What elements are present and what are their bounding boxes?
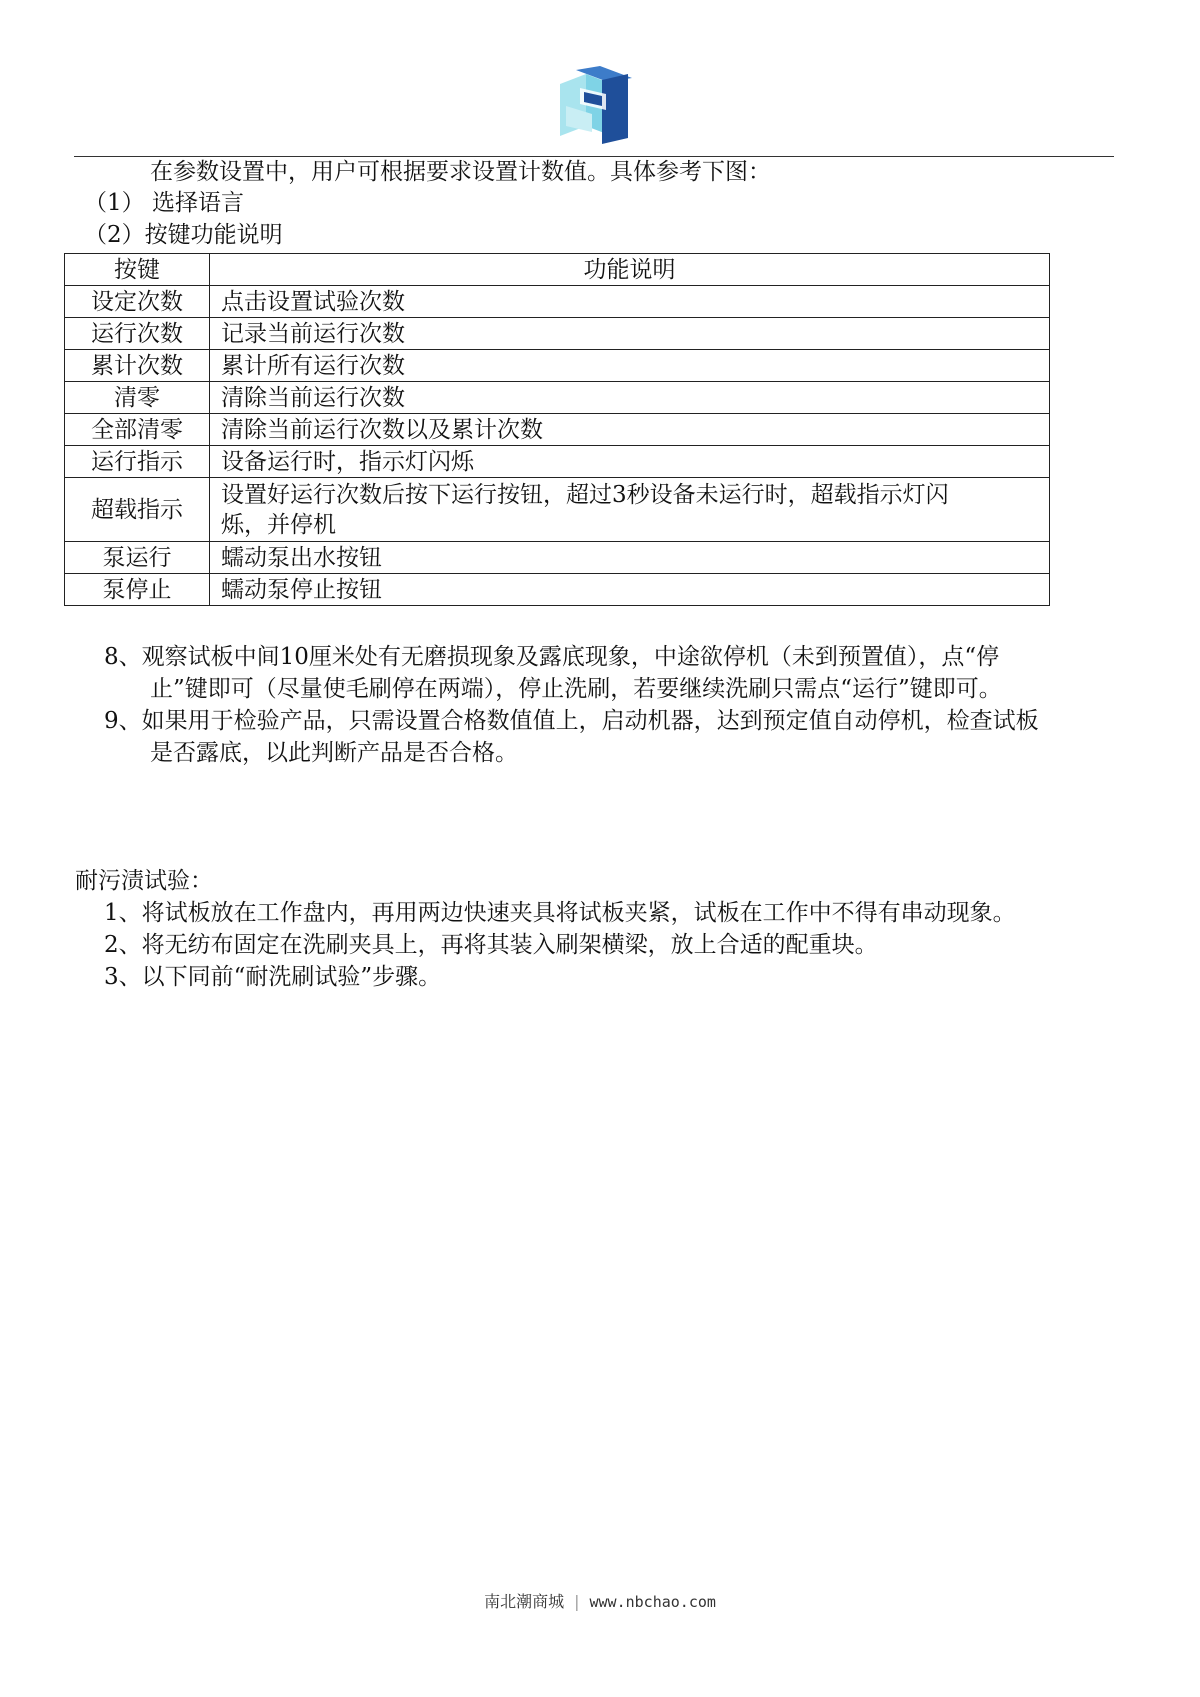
key-cell: 运行指示: [65, 446, 210, 478]
item-line: 止”键即可（尽量使毛刷停在两端），停止洗刷，若要继续洗刷只需点“运行”键即可。: [150, 676, 1002, 702]
desc-cell: 累计所有运行次数: [210, 350, 1050, 382]
table-row: [65, 446, 1050, 478]
key-cell: 全部清零: [65, 414, 210, 446]
key-cell: 超载指示: [65, 478, 210, 542]
table-row: [65, 350, 1050, 382]
desc-cell: [210, 478, 1050, 542]
intro-text: 在参数设置中，用户可根据要求设置计数值。具体参考下图：: [150, 159, 771, 185]
desc-cell: 清除当前运行次数: [210, 382, 1050, 414]
desc-cell: 清除当前运行次数以及累计次数: [210, 414, 1050, 446]
key-cell: 运行次数: [65, 318, 210, 350]
desc-cell: 蠕动泵出水按钮: [210, 542, 1050, 574]
section-step: 2、将无纺布固定在洗刷夹具上，再将其装入刷架横梁，放上合适的配重块。: [104, 932, 878, 958]
table-row: [65, 382, 1050, 414]
table-row: [65, 318, 1050, 350]
table-row: [65, 542, 1050, 574]
item-9: [104, 705, 1039, 769]
footer-url-link[interactable]: www.nbchao.com: [589, 1593, 716, 1611]
desc-cell: 蠕动泵停止按钮: [210, 574, 1050, 606]
desc-line: 设置好运行次数后按下运行按钮，超过3秒设备未运行时，超载指示灯闪: [221, 481, 949, 508]
desc-cell: 记录当前运行次数: [210, 318, 1050, 350]
step-key-functions: （2）按键功能说明: [84, 222, 283, 248]
key-cell: 累计次数: [65, 350, 210, 382]
item-8: [104, 641, 1002, 705]
desc-cell: 设备运行时，指示灯闪烁: [210, 446, 1050, 478]
desc-cell: 点击设置试验次数: [210, 286, 1050, 318]
step-select-language: （1） 选择语言: [84, 190, 244, 216]
item-line: 8、观察试板中间10厘米处有无磨损现象及露底现象，中途欲停机（未到预置值），点“停: [104, 644, 1000, 670]
section-step: 1、将试板放在工作盘内，再用两边快速夹具将试板夹紧，试板在工作中不得有串动现象。: [104, 900, 1016, 926]
key-cell: 清零: [65, 382, 210, 414]
company-logo-icon: [556, 66, 636, 146]
key-function-table: [64, 253, 1050, 606]
table-row: [65, 574, 1050, 606]
item-line: 是否露底，以此判断产品是否合格。: [150, 740, 518, 766]
header-function: 功能说明: [210, 254, 1050, 286]
footer-site: 南北潮商城: [484, 1592, 565, 1611]
key-cell: 设定次数: [65, 286, 210, 318]
table-row: [65, 478, 1050, 542]
footer-separator: |: [574, 1592, 580, 1611]
table-row: [65, 286, 1050, 318]
header-key: 按键: [65, 254, 210, 286]
key-cell: 泵运行: [65, 542, 210, 574]
section-title: 耐污渍试验：: [75, 868, 213, 894]
footer: [0, 1589, 1200, 1612]
desc-line: 烁，并停机: [221, 511, 336, 538]
table-header-row: [65, 254, 1050, 286]
table-row: [65, 414, 1050, 446]
key-cell: 泵停止: [65, 574, 210, 606]
section-step: 3、以下同前“耐洗刷试验”步骤。: [104, 964, 442, 990]
item-line: 9、如果用于检验产品，只需设置合格数值值上，启动机器，达到预定值自动停机，检查试板: [104, 708, 1039, 734]
